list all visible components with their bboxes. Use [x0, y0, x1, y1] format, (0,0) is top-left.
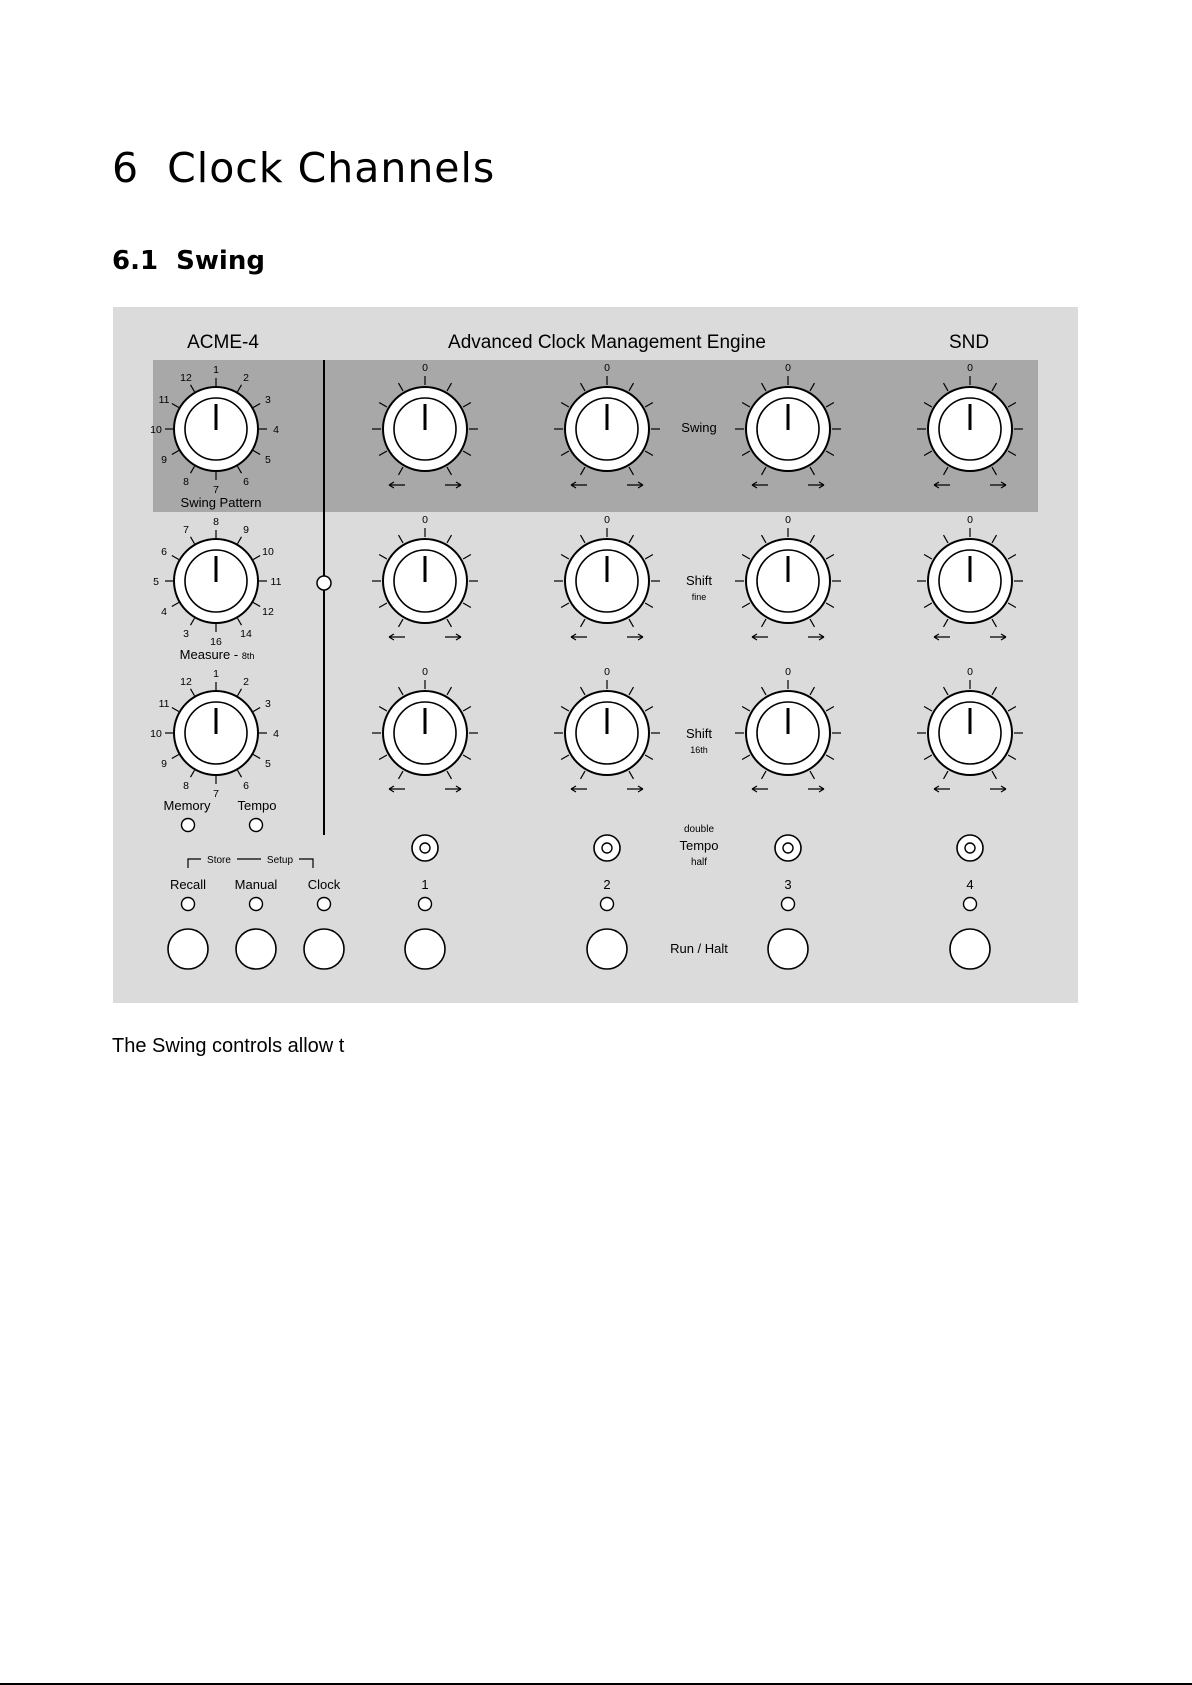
knob-tick-label: 5: [265, 454, 271, 466]
knob-zero-label: 0: [967, 666, 973, 678]
tempo-label: Tempo: [237, 798, 277, 813]
run-halt-label: Run / Halt: [670, 941, 728, 956]
knob-zero-label: 0: [785, 666, 791, 678]
channel-4-number: 4: [966, 877, 974, 892]
knob-tick-label: 10: [150, 728, 162, 740]
row-label-shift-16th-sub: 16th: [690, 745, 708, 755]
store-label: Store: [207, 855, 231, 866]
channel-3-led: [782, 898, 795, 911]
channel-3-tempo-button[interactable]: [775, 835, 801, 861]
tempo-double-label: double: [683, 824, 715, 835]
knob-tick-label: 11: [270, 576, 282, 588]
knob-tick-label: 4: [273, 728, 279, 740]
knob-zero-label: 0: [422, 666, 428, 678]
module-panel-drawing: [113, 307, 1078, 1003]
row-label-shift-fine: Shift: [685, 573, 713, 588]
tempo-button-inner: [783, 843, 793, 853]
knob-tick-label: 12: [180, 676, 192, 689]
section-title: Clock Channels: [167, 144, 496, 192]
knob-zero-label: 0: [604, 514, 610, 526]
knob-tick-label: 5: [153, 576, 159, 588]
knob-tick-label: 6: [243, 779, 249, 792]
knob-tick-label: 7: [213, 788, 219, 800]
channel-1-number: 1: [421, 877, 429, 892]
knob-zero-label: 0: [785, 514, 791, 526]
knob-tick-label: 8: [213, 516, 219, 528]
knob-tick-label: 3: [183, 627, 189, 640]
knob-tick-label: 8: [183, 475, 189, 488]
row-label-swing: Swing: [681, 420, 717, 435]
channel-1-led: [419, 898, 432, 911]
memory-label: Memory: [163, 798, 211, 813]
manual-button[interactable]: [236, 929, 276, 969]
knob-tick-label: 11: [158, 698, 170, 710]
row-label-shift-fine-sub: fine: [691, 592, 707, 602]
channel-4-led: [964, 898, 977, 911]
tempo-button-inner: [965, 843, 975, 853]
knob-tick-label: 11: [158, 394, 170, 406]
knob-zero-label: 0: [422, 514, 428, 526]
knob-zero-label: 0: [785, 362, 791, 374]
measure-label-main: Measure -: [179, 647, 239, 662]
section-heading: [112, 144, 496, 192]
tempo-button-inner: [420, 843, 430, 853]
knob-tick-label: 12: [262, 606, 274, 618]
clock-label: Clock: [307, 877, 341, 892]
knob-tick-label: 14: [240, 627, 252, 640]
knob-tick-label: 1: [213, 668, 219, 680]
knob-zero-label: 0: [422, 362, 428, 374]
knob-tick-label: 2: [243, 676, 249, 689]
left-title: ACME-4: [187, 332, 259, 353]
body-paragraph: The Swing controls allow t: [112, 1035, 345, 1057]
knob-tick-label: 7: [183, 524, 189, 537]
recall-led: [182, 898, 195, 911]
channel-3-run-halt-button[interactable]: [768, 929, 808, 969]
divider-led: [317, 576, 331, 590]
tempo-led: [250, 819, 263, 832]
knob-tick-label: 9: [161, 758, 167, 770]
knob-tick-label: 3: [265, 394, 271, 406]
knob-tick-label: 9: [243, 524, 249, 537]
knob-zero-label: 0: [604, 666, 610, 678]
knob-tick-label: 5: [265, 758, 271, 770]
channel-4-tempo-button[interactable]: [957, 835, 983, 861]
tempo-mid-label: Tempo: [679, 838, 719, 853]
channel-3-number: 3: [784, 877, 792, 892]
knob-zero-label: 0: [967, 514, 973, 526]
swing-pattern-label: Swing Pattern: [180, 495, 262, 510]
measure-label-sub: 8th: [241, 651, 255, 661]
recall-button[interactable]: [168, 929, 208, 969]
knob-tick-label: 3: [265, 698, 271, 710]
knob-tick-label: 1: [213, 364, 219, 376]
subsection-heading: [112, 248, 265, 274]
subsection-title: Swing: [176, 246, 265, 276]
center-title: Advanced Clock Management Engine: [448, 332, 766, 353]
knob-tick-label: 16: [210, 636, 222, 648]
memory-led: [182, 819, 195, 832]
clock-button[interactable]: [304, 929, 344, 969]
knob-tick-label: 4: [273, 424, 279, 436]
knob-tick-label: 12: [180, 372, 192, 385]
clock-led: [318, 898, 331, 911]
recall-label: Recall: [169, 877, 207, 892]
section-number: 6: [112, 144, 140, 192]
manual-label: Manual: [234, 877, 278, 892]
knob-tick-label: 10: [150, 424, 162, 436]
channel-2-number: 2: [603, 877, 611, 892]
right-title: SND: [948, 332, 990, 353]
knob-tick-label: 10: [262, 546, 274, 558]
channel-2-run-halt-button[interactable]: [587, 929, 627, 969]
knob-tick-label: 7: [213, 484, 219, 496]
knob-tick-label: 6: [161, 546, 167, 558]
knob-zero-label: 0: [967, 362, 973, 374]
knob-zero-label: 0: [604, 362, 610, 374]
knob-tick-label: 8: [183, 779, 189, 792]
channel-4-run-halt-button[interactable]: [950, 929, 990, 969]
knob-tick-label: 4: [161, 606, 167, 618]
channel-2-led: [601, 898, 614, 911]
setup-label: Setup: [266, 855, 294, 866]
row-label-shift-16th: Shift: [685, 726, 713, 741]
knob-tick-label: 9: [161, 454, 167, 466]
channel-2-tempo-button[interactable]: [594, 835, 620, 861]
tempo-half-label: half: [690, 857, 708, 868]
manual-led: [250, 898, 263, 911]
tempo-button-inner: [602, 843, 612, 853]
module-panel-figure: [113, 307, 1078, 1003]
knob-tick-label: 2: [243, 372, 249, 385]
channel-1-tempo-button[interactable]: [412, 835, 438, 861]
subsection-number: 6.1: [112, 246, 159, 276]
channel-1-run-halt-button[interactable]: [405, 929, 445, 969]
knob-tick-label: 6: [243, 475, 249, 488]
